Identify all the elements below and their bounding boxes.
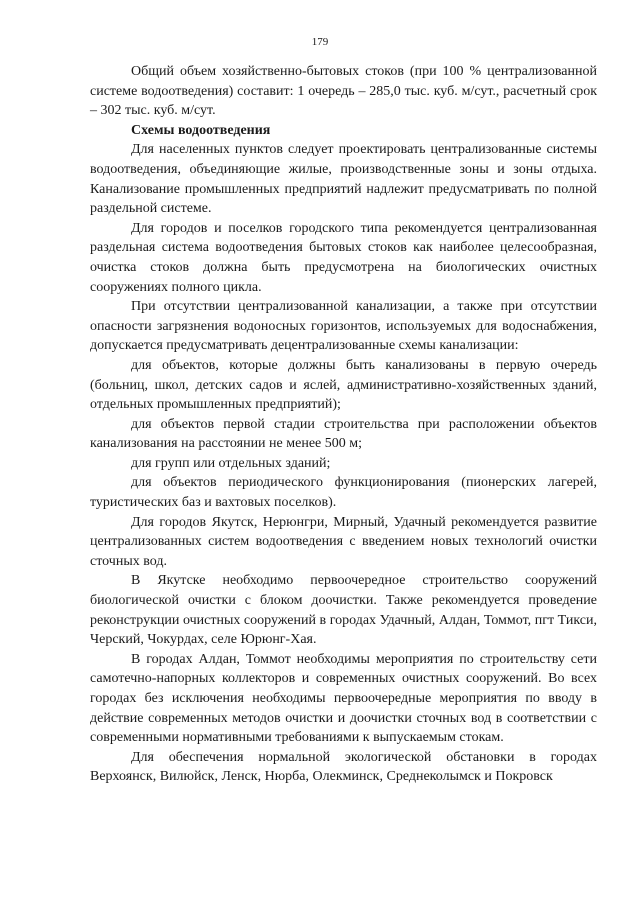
list-item-building-groups: для групп или отдельных зданий; <box>131 455 331 471</box>
list-item-periodic-objects: для объектов периодического функционирования (пионерских лагерей, туристических баз и вахтовых поселков). <box>90 475 597 511</box>
paragraph-urban-system: Для городов и поселков городского типа рекомендуется централизованная раздельная система водоотведения бытовых стоков как наиболее целесообразная, очистка стоков должна быть предусмотрена на биологических очистных сооружениях полного цикла. <box>90 220 597 295</box>
paragraph-centralized-systems: Для населенных пунктов следует проектировать централизованные системы водоотведения, объединяющие жилые, производственные зоны и зоны отдыха. Канализование промышленных предприятий надлежит предусматривать по полной раздельной системе. <box>90 142 597 217</box>
paragraph-major-cities: Для городов Якутск, Нерюнгри, Мирный, Удачный рекомендуется развитие централизованных систем водоотведения с введением новых технологий очистки сточных вод. <box>90 514 597 569</box>
section-heading: Схемы водоотведения <box>131 122 271 138</box>
paragraph-decentralized: При отсутствии централизованной канализации, а также при отсутствии опасности загрязнения водоносных горизонтов, используемых для водоснабжения, допускается предусматривать децентрализованные схемы канализации: <box>90 299 597 354</box>
list-item-priority-objects: для объектов, которые должны быть канализованы в первую очередь (больниц, школ, детских садов и яслей, административно-хозяйственных зданий, отдельных промышленных предприятий); <box>90 357 597 413</box>
paragraph-aldan-tommot: В городах Алдан, Томмот необходимы мероприятия по строительству сети самотечно-напорных коллекторов и современных очистных сооружений. Во всех городах без исключения необходимы первоочередные мероприятия по вводу в действие современных методов очистки и доочистки сточных вод в соответствии с современными нормативными требованиями к выпускаемым стокам. <box>90 651 597 746</box>
paragraph-sewage-volume: Общий объем хозяйственно-бытовых стоков (при 100 % централизованной системе водоотведения) составит: 1 очередь – 285,0 тыс. куб. м/сут., расчетный срок – 302 тыс. куб. м/сут. <box>90 64 597 119</box>
document-body <box>90 62 597 787</box>
page-number: 179 <box>311 36 329 48</box>
list-item-first-stage: для объектов первой стадии строительства при расположении объектов канализования на расстоянии не менее 500 м; <box>90 416 597 452</box>
paragraph-yakutsk: В Якутске необходимо первоочередное строительство сооружений биологической очистки с блоком доочистки. Также рекомендуется проведение реконструкции очистных сооружений в городах Удачный, Алдан, Томмот, пгт Тикси, Черский, Чокурдах, селе Юрюнг-Хая. <box>90 573 597 648</box>
paragraph-ecology: Для обеспечения нормальной экологической обстановки в городах Верхоянск, Вилюйск, Ленск, Нюрба, Олекминск, Среднеколымск и Покровск <box>90 749 597 785</box>
